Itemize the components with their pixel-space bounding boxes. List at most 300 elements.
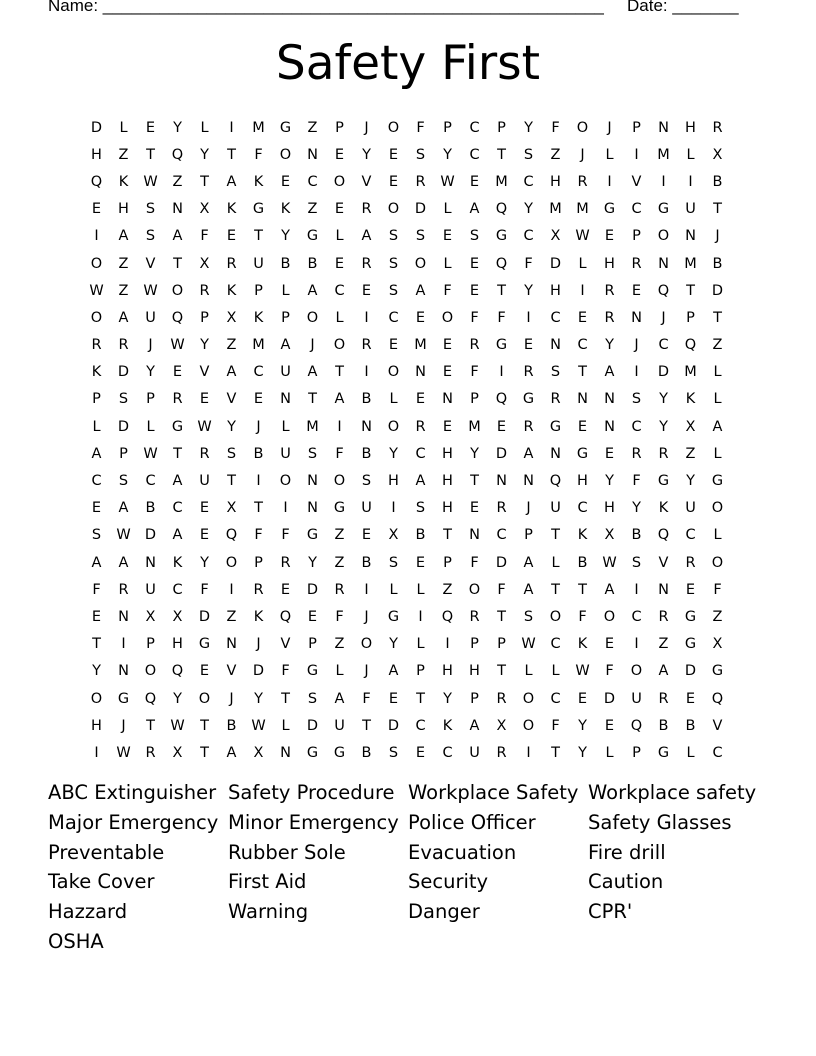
grid-letter[interactable]: T (254, 500, 263, 517)
grid-letter[interactable]: S (388, 282, 399, 299)
grid-letter[interactable]: F (281, 663, 290, 680)
grid-letter[interactable]: S (523, 608, 534, 625)
grid-letter[interactable]: A (280, 337, 291, 354)
grid-letter[interactable]: T (92, 636, 101, 653)
grid-letter[interactable]: I (499, 364, 504, 381)
grid-letter[interactable]: S (388, 744, 399, 761)
grid-letter[interactable]: P (146, 391, 155, 408)
grid-letter[interactable]: D (306, 717, 319, 734)
grid-letter[interactable]: L (335, 663, 344, 680)
grid-letter[interactable]: R (415, 418, 426, 435)
grid-letter[interactable]: A (388, 663, 399, 680)
grid-letter[interactable]: L (713, 445, 722, 462)
grid-letter[interactable]: E (631, 282, 642, 299)
grid-letter[interactable]: A (118, 309, 129, 326)
grid-letter[interactable]: K (172, 554, 183, 571)
grid-letter[interactable]: X (145, 608, 156, 625)
grid-letter[interactable]: G (306, 744, 319, 761)
grid-letter[interactable]: I (94, 228, 99, 245)
grid-letter[interactable]: I (364, 364, 369, 381)
grid-letter[interactable]: L (713, 391, 722, 408)
grid-letter[interactable]: A (334, 690, 345, 707)
grid-letter[interactable]: J (364, 119, 369, 136)
grid-letter[interactable]: K (226, 282, 237, 299)
grid-letter[interactable]: Y (200, 554, 209, 571)
grid-letter[interactable]: A (334, 391, 345, 408)
grid-letter[interactable]: E (469, 282, 480, 299)
grid-letter[interactable]: R (118, 337, 129, 354)
grid-letter[interactable]: G (657, 473, 670, 490)
grid-letter[interactable]: P (335, 119, 344, 136)
grid-letter[interactable]: S (307, 690, 318, 707)
grid-letter[interactable]: T (713, 201, 722, 218)
grid-letter[interactable]: O (711, 500, 724, 517)
grid-letter[interactable]: U (550, 500, 561, 517)
date-field-label[interactable]: Date: _______ (627, 0, 739, 15)
grid-letter[interactable]: N (361, 418, 372, 435)
grid-letter[interactable]: O (387, 364, 400, 381)
grid-letter[interactable]: H (442, 445, 453, 462)
grid-letter[interactable]: Q (171, 146, 184, 163)
grid-letter[interactable]: B (685, 717, 696, 734)
grid-letter[interactable]: H (172, 636, 183, 653)
grid-letter[interactable]: T (173, 445, 182, 462)
grid-letter[interactable]: O (657, 228, 670, 245)
grid-letter[interactable]: O (333, 173, 346, 190)
grid-letter[interactable]: C (685, 527, 696, 544)
grid-letter[interactable]: G (657, 744, 670, 761)
grid-letter[interactable]: N (307, 146, 318, 163)
grid-letter[interactable]: D (684, 663, 697, 680)
grid-letter[interactable]: Z (172, 173, 183, 190)
grid-letter[interactable]: G (333, 744, 346, 761)
grid-letter[interactable]: Y (578, 717, 587, 734)
grid-letter[interactable]: P (254, 282, 263, 299)
grid-letter[interactable]: P (470, 391, 479, 408)
grid-letter[interactable]: H (118, 201, 129, 218)
grid-letter[interactable]: E (415, 309, 426, 326)
grid-letter[interactable]: A (172, 473, 183, 490)
grid-letter[interactable]: T (227, 146, 236, 163)
grid-letter[interactable]: C (577, 337, 588, 354)
grid-letter[interactable]: F (551, 119, 560, 136)
grid-letter[interactable]: F (578, 608, 587, 625)
grid-letter[interactable]: N (172, 201, 183, 218)
grid-letter[interactable]: O (360, 636, 373, 653)
grid-letter[interactable]: Y (200, 146, 209, 163)
grid-letter[interactable]: D (198, 608, 211, 625)
grid-letter[interactable]: A (226, 364, 237, 381)
grid-letter[interactable]: L (281, 418, 290, 435)
grid-letter[interactable]: N (604, 391, 615, 408)
grid-letter[interactable]: J (364, 608, 369, 625)
grid-letter[interactable]: M (414, 337, 427, 354)
grid-letter[interactable]: B (361, 445, 372, 462)
grid-letter[interactable]: L (92, 418, 101, 435)
grid-letter[interactable]: G (117, 690, 130, 707)
grid-letter[interactable]: E (334, 201, 345, 218)
grid-letter[interactable]: L (281, 717, 290, 734)
grid-letter[interactable]: R (334, 581, 345, 598)
grid-letter[interactable]: K (442, 717, 453, 734)
grid-letter[interactable]: M (306, 418, 319, 435)
grid-letter[interactable]: Z (226, 608, 237, 625)
grid-letter[interactable]: N (658, 119, 669, 136)
grid-letter[interactable]: A (118, 554, 129, 571)
grid-letter[interactable]: R (631, 255, 642, 272)
grid-letter[interactable]: E (91, 608, 102, 625)
grid-letter[interactable]: I (337, 418, 342, 435)
grid-letter[interactable]: Y (281, 228, 290, 245)
grid-letter[interactable]: G (252, 201, 265, 218)
grid-letter[interactable]: S (361, 473, 372, 490)
grid-letter[interactable]: Q (225, 527, 238, 544)
grid-letter[interactable]: H (442, 500, 453, 517)
grid-letter[interactable]: M (576, 201, 589, 218)
grid-letter[interactable]: H (604, 500, 615, 517)
grid-letter[interactable]: O (549, 608, 562, 625)
grid-letter[interactable]: A (172, 228, 183, 245)
grid-letter[interactable]: O (468, 581, 481, 598)
grid-letter[interactable]: Q (441, 608, 454, 625)
grid-letter[interactable]: A (307, 364, 318, 381)
grid-letter[interactable]: P (254, 554, 263, 571)
grid-letter[interactable]: O (144, 663, 157, 680)
grid-letter[interactable]: T (497, 282, 506, 299)
grid-letter[interactable]: D (306, 581, 319, 598)
grid-letter[interactable]: D (252, 663, 265, 680)
grid-letter[interactable]: F (335, 608, 344, 625)
grid-letter[interactable]: Z (712, 337, 723, 354)
grid-letter[interactable]: Y (443, 146, 452, 163)
grid-letter[interactable]: E (91, 500, 102, 517)
grid-letter[interactable]: B (307, 255, 318, 272)
grid-letter[interactable]: L (389, 391, 398, 408)
grid-letter[interactable]: Z (118, 255, 129, 272)
grid-letter[interactable]: H (469, 663, 480, 680)
grid-letter[interactable]: V (658, 554, 669, 571)
grid-letter[interactable]: I (391, 500, 396, 517)
grid-letter[interactable]: I (688, 173, 693, 190)
grid-letter[interactable]: J (661, 309, 666, 326)
grid-letter[interactable]: S (415, 500, 426, 517)
grid-letter[interactable]: V (199, 364, 210, 381)
grid-letter[interactable]: R (523, 418, 534, 435)
grid-letter[interactable]: L (524, 663, 533, 680)
grid-letter[interactable]: G (684, 608, 697, 625)
grid-letter[interactable]: A (226, 173, 237, 190)
grid-letter[interactable]: T (200, 173, 209, 190)
grid-letter[interactable]: Q (657, 282, 670, 299)
grid-letter[interactable]: O (522, 690, 535, 707)
grid-letter[interactable]: R (199, 282, 210, 299)
grid-letter[interactable]: F (551, 717, 560, 734)
grid-letter[interactable]: B (361, 391, 372, 408)
grid-letter[interactable]: T (551, 581, 560, 598)
grid-letter[interactable]: P (470, 636, 479, 653)
grid-letter[interactable]: C (334, 282, 345, 299)
grid-letter[interactable]: C (523, 228, 534, 245)
grid-letter[interactable]: I (634, 364, 639, 381)
grid-letter[interactable]: N (118, 608, 129, 625)
grid-letter[interactable]: O (279, 473, 292, 490)
grid-letter[interactable]: S (388, 255, 399, 272)
grid-letter[interactable]: T (713, 309, 722, 326)
grid-letter[interactable]: N (550, 337, 561, 354)
grid-letter[interactable]: D (495, 445, 508, 462)
grid-letter[interactable]: P (92, 391, 101, 408)
grid-letter[interactable]: S (91, 527, 102, 544)
grid-letter[interactable]: T (686, 282, 695, 299)
grid-letter[interactable]: Q (549, 473, 562, 490)
grid-letter[interactable]: L (389, 581, 398, 598)
grid-letter[interactable]: E (388, 337, 399, 354)
grid-letter[interactable]: E (577, 690, 588, 707)
grid-letter[interactable]: E (415, 744, 426, 761)
grid-letter[interactable]: Y (632, 500, 641, 517)
grid-letter[interactable]: E (199, 663, 210, 680)
grid-letter[interactable]: P (200, 309, 209, 326)
grid-letter[interactable]: J (580, 146, 585, 163)
grid-letter[interactable]: C (415, 717, 426, 734)
grid-letter[interactable]: Q (495, 391, 508, 408)
grid-letter[interactable]: J (256, 636, 261, 653)
grid-letter[interactable]: W (251, 717, 266, 734)
grid-letter[interactable]: G (333, 500, 346, 517)
grid-letter[interactable]: S (388, 228, 399, 245)
grid-letter[interactable]: Y (173, 690, 182, 707)
grid-letter[interactable]: Y (524, 201, 533, 218)
grid-letter[interactable]: A (604, 364, 615, 381)
grid-letter[interactable]: C (307, 173, 318, 190)
grid-letter[interactable]: T (551, 744, 560, 761)
grid-letter[interactable]: M (684, 364, 697, 381)
grid-letter[interactable]: Q (90, 173, 103, 190)
grid-letter[interactable]: L (281, 282, 290, 299)
grid-letter[interactable]: X (388, 527, 399, 544)
grid-letter[interactable]: U (469, 744, 480, 761)
grid-letter[interactable]: O (603, 608, 616, 625)
grid-letter[interactable]: N (631, 309, 642, 326)
grid-letter[interactable]: A (307, 282, 318, 299)
grid-letter[interactable]: E (307, 608, 318, 625)
grid-letter[interactable]: Y (659, 391, 668, 408)
grid-letter[interactable]: B (280, 255, 291, 272)
grid-letter[interactable]: Y (146, 364, 155, 381)
grid-letter[interactable]: S (631, 391, 642, 408)
grid-letter[interactable]: Y (92, 663, 101, 680)
grid-letter[interactable]: E (280, 173, 291, 190)
grid-letter[interactable]: Y (578, 744, 587, 761)
grid-letter[interactable]: U (361, 500, 372, 517)
grid-letter[interactable]: W (575, 663, 590, 680)
grid-letter[interactable]: Z (712, 608, 723, 625)
grid-letter[interactable]: M (549, 201, 562, 218)
grid-letter[interactable]: R (469, 608, 480, 625)
grid-letter[interactable]: I (607, 173, 612, 190)
grid-letter[interactable]: R (361, 201, 372, 218)
grid-letter[interactable]: G (657, 201, 670, 218)
grid-letter[interactable]: C (577, 500, 588, 517)
grid-letter[interactable]: L (335, 309, 344, 326)
grid-letter[interactable]: V (712, 717, 723, 734)
grid-letter[interactable]: O (198, 690, 211, 707)
grid-letter[interactable]: R (253, 581, 264, 598)
grid-letter[interactable]: Y (605, 337, 614, 354)
grid-letter[interactable]: Q (657, 527, 670, 544)
grid-letter[interactable]: O (333, 473, 346, 490)
grid-letter[interactable]: K (280, 201, 291, 218)
grid-letter[interactable]: Z (226, 337, 237, 354)
grid-letter[interactable]: E (604, 717, 615, 734)
grid-letter[interactable]: G (495, 337, 508, 354)
grid-letter[interactable]: H (442, 473, 453, 490)
grid-letter[interactable]: Y (254, 690, 263, 707)
grid-letter[interactable]: B (226, 717, 237, 734)
grid-letter[interactable]: H (604, 255, 615, 272)
grid-letter[interactable]: C (91, 473, 102, 490)
grid-letter[interactable]: P (281, 309, 290, 326)
grid-letter[interactable]: L (416, 581, 425, 598)
grid-letter[interactable]: N (415, 364, 426, 381)
grid-letter[interactable]: Y (362, 146, 371, 163)
grid-letter[interactable]: K (577, 527, 588, 544)
grid-letter[interactable]: L (713, 527, 722, 544)
grid-letter[interactable]: E (469, 173, 480, 190)
grid-letter[interactable]: P (146, 636, 155, 653)
grid-letter[interactable]: F (470, 309, 479, 326)
grid-letter[interactable]: N (685, 228, 696, 245)
grid-letter[interactable]: V (226, 391, 237, 408)
grid-letter[interactable]: O (711, 554, 724, 571)
grid-letter[interactable]: F (362, 690, 371, 707)
grid-letter[interactable]: N (442, 391, 453, 408)
grid-letter[interactable]: J (310, 337, 315, 354)
grid-letter[interactable]: Y (389, 636, 398, 653)
grid-letter[interactable]: S (469, 228, 480, 245)
grid-letter[interactable]: F (497, 309, 506, 326)
grid-letter[interactable]: H (91, 146, 102, 163)
grid-letter[interactable]: E (415, 554, 426, 571)
grid-letter[interactable]: T (308, 391, 317, 408)
grid-letter[interactable]: K (685, 391, 696, 408)
grid-letter[interactable]: E (91, 201, 102, 218)
grid-letter[interactable]: W (143, 173, 158, 190)
grid-letter[interactable]: L (605, 146, 614, 163)
grid-letter[interactable]: E (442, 418, 453, 435)
grid-letter[interactable]: Y (659, 418, 668, 435)
grid-letter[interactable]: A (118, 500, 129, 517)
grid-letter[interactable]: O (171, 282, 184, 299)
grid-letter[interactable]: T (551, 527, 560, 544)
grid-letter[interactable]: X (604, 527, 615, 544)
grid-letter[interactable]: E (199, 391, 210, 408)
grid-letter[interactable]: X (226, 500, 237, 517)
grid-letter[interactable]: F (470, 554, 479, 571)
grid-letter[interactable]: E (577, 418, 588, 435)
grid-letter[interactable]: E (469, 255, 480, 272)
grid-letter[interactable]: P (632, 119, 641, 136)
grid-letter[interactable]: A (523, 445, 534, 462)
grid-letter[interactable]: R (361, 337, 372, 354)
grid-letter[interactable]: B (712, 255, 723, 272)
grid-letter[interactable]: W (170, 717, 185, 734)
grid-letter[interactable]: W (602, 554, 617, 571)
grid-letter[interactable]: A (469, 201, 480, 218)
grid-letter[interactable]: W (143, 445, 158, 462)
grid-letter[interactable]: N (469, 527, 480, 544)
grid-letter[interactable]: F (443, 282, 452, 299)
grid-letter[interactable]: D (144, 527, 157, 544)
grid-letter[interactable]: Q (171, 663, 184, 680)
grid-letter[interactable]: C (631, 201, 642, 218)
grid-letter[interactable]: J (715, 228, 720, 245)
grid-letter[interactable]: G (711, 473, 724, 490)
grid-letter[interactable]: R (577, 173, 588, 190)
grid-letter[interactable]: C (523, 173, 534, 190)
grid-letter[interactable]: A (658, 663, 669, 680)
grid-letter[interactable]: T (443, 527, 452, 544)
grid-letter[interactable]: E (685, 690, 696, 707)
grid-letter[interactable]: C (550, 636, 561, 653)
grid-letter[interactable]: D (387, 717, 400, 734)
grid-letter[interactable]: L (443, 255, 452, 272)
grid-letter[interactable]: F (497, 581, 506, 598)
grid-letter[interactable]: Z (118, 282, 129, 299)
grid-letter[interactable]: R (604, 309, 615, 326)
grid-letter[interactable]: A (415, 282, 426, 299)
grid-letter[interactable]: D (90, 119, 103, 136)
grid-letter[interactable]: A (604, 581, 615, 598)
grid-letter[interactable]: A (361, 228, 372, 245)
grid-letter[interactable]: I (229, 581, 234, 598)
grid-letter[interactable]: V (280, 636, 291, 653)
grid-letter[interactable]: C (172, 581, 183, 598)
grid-letter[interactable]: G (495, 228, 508, 245)
grid-letter[interactable]: J (607, 119, 612, 136)
grid-letter[interactable]: K (253, 309, 264, 326)
grid-letter[interactable]: X (712, 636, 723, 653)
grid-letter[interactable]: Y (308, 554, 317, 571)
grid-letter[interactable]: H (685, 119, 696, 136)
grid-letter[interactable]: T (254, 228, 263, 245)
grid-letter[interactable]: E (361, 527, 372, 544)
grid-letter[interactable]: O (522, 717, 535, 734)
grid-letter[interactable]: V (145, 255, 156, 272)
grid-letter[interactable]: D (603, 690, 616, 707)
grid-letter[interactable]: N (280, 391, 291, 408)
grid-letter[interactable]: N (577, 391, 588, 408)
grid-letter[interactable]: E (172, 364, 183, 381)
grid-letter[interactable]: R (280, 554, 291, 571)
grid-letter[interactable]: C (712, 744, 723, 761)
grid-letter[interactable]: E (253, 391, 264, 408)
grid-letter[interactable]: E (604, 636, 615, 653)
grid-letter[interactable]: Q (279, 608, 292, 625)
grid-letter[interactable]: R (604, 282, 615, 299)
grid-letter[interactable]: G (306, 663, 319, 680)
grid-letter[interactable]: U (280, 445, 291, 462)
grid-letter[interactable]: C (658, 337, 669, 354)
grid-letter[interactable]: U (631, 690, 642, 707)
grid-letter[interactable]: O (576, 119, 589, 136)
grid-letter[interactable]: E (604, 228, 615, 245)
grid-letter[interactable]: E (334, 255, 345, 272)
grid-letter[interactable]: E (199, 500, 210, 517)
grid-letter[interactable]: Z (334, 636, 345, 653)
grid-letter[interactable]: U (334, 717, 345, 734)
grid-letter[interactable]: F (605, 663, 614, 680)
